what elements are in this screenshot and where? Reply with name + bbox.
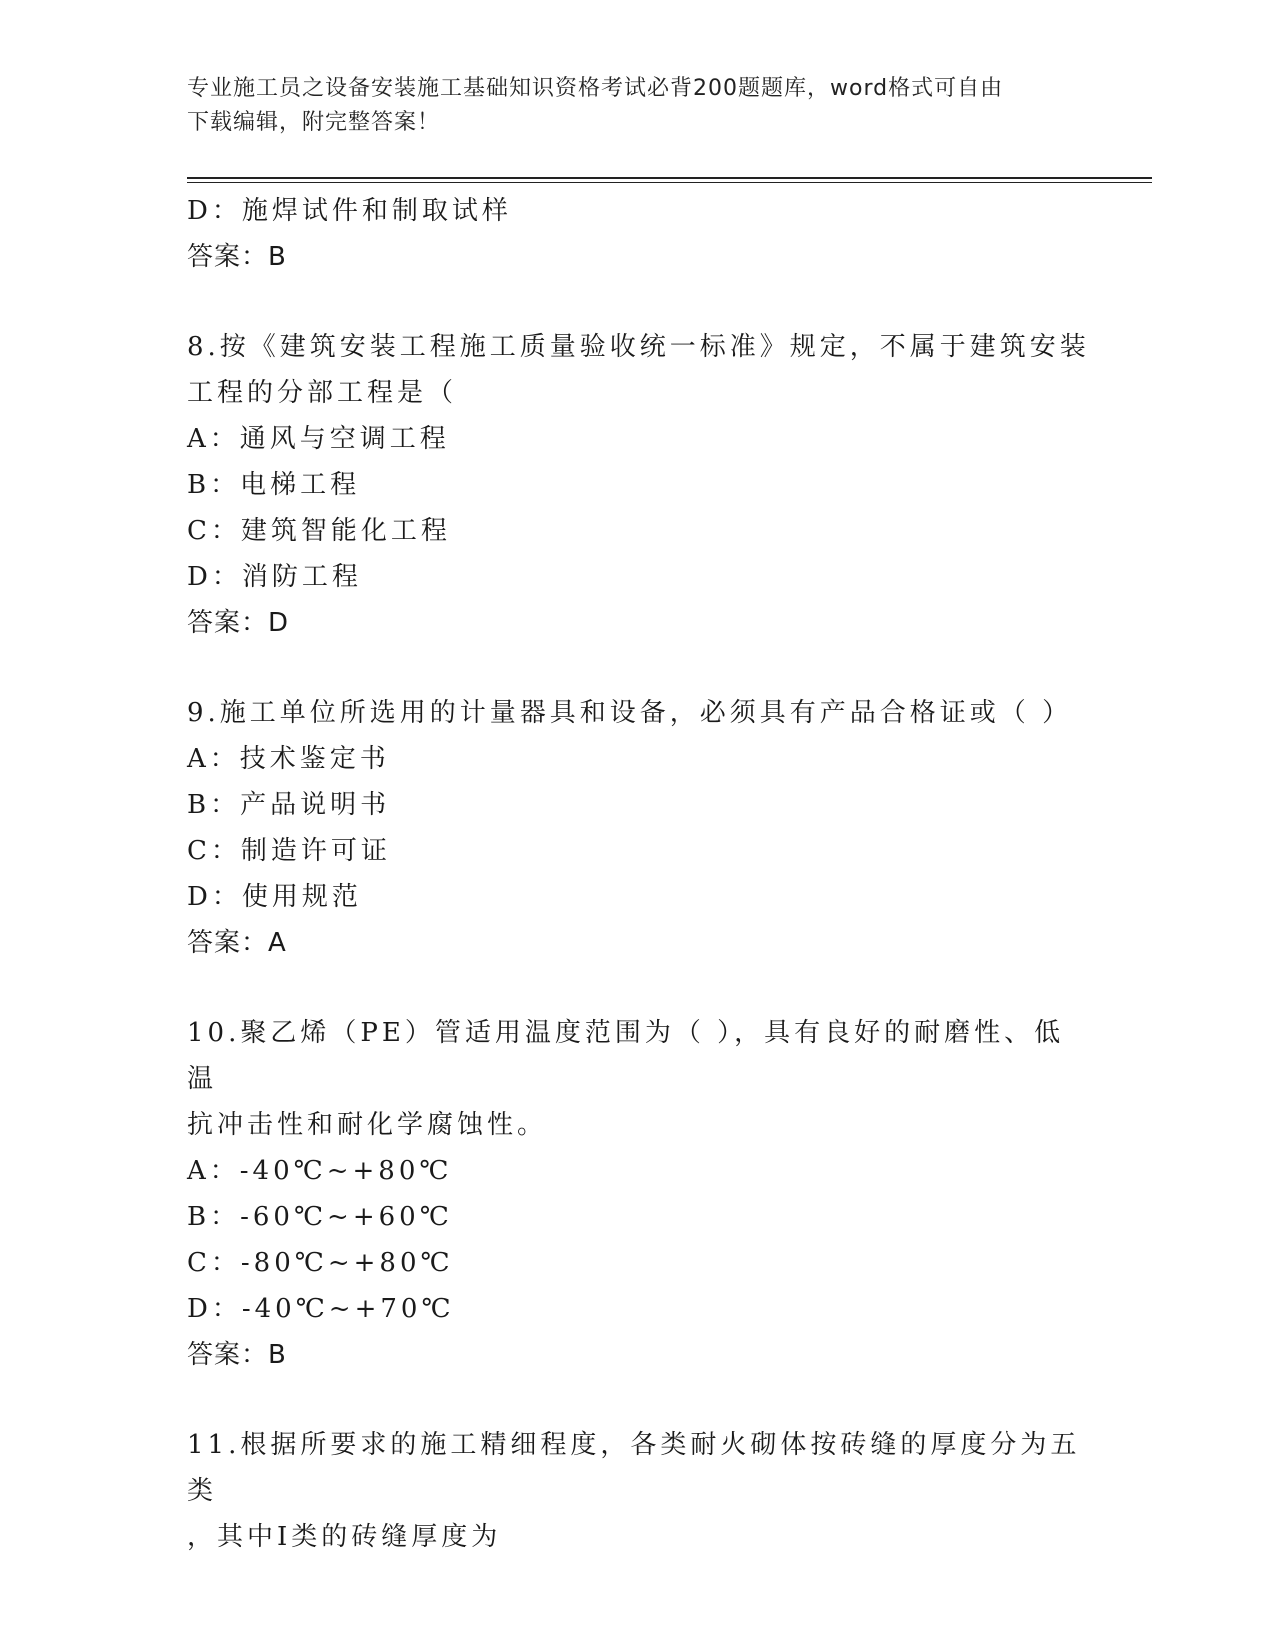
question-text-line-1: 10.聚乙烯（PE）管适用温度范围为（ ），具有良好的耐磨性、低温: [187, 1018, 1065, 1094]
spacer: [187, 1378, 1092, 1422]
option-b: B：产品说明书: [187, 790, 391, 820]
question-8: [187, 324, 1092, 646]
option-a: A：技术鉴定书: [187, 744, 390, 774]
option-c: C：建筑智能化工程: [187, 516, 451, 546]
option-d: D：-40℃~+70℃: [187, 1294, 455, 1324]
spacer: [187, 280, 1092, 324]
question-text-line-2: 抗冲击性和耐化学腐蚀性。: [187, 1110, 548, 1140]
header-line-2: 下载编辑，附完整答案！: [187, 110, 441, 135]
option-d: D：使用规范: [187, 882, 362, 912]
header-divider-thick: [187, 177, 1152, 179]
question-text-line-2: 工程的分部工程是（: [187, 378, 458, 408]
header-line-1: 专业施工员之设备安装施工基础知识资格考试必背200题题库，word格式可自由: [187, 76, 1004, 101]
option-a: A：-40℃~+80℃: [187, 1156, 453, 1186]
option-c: C：-80℃~+80℃: [187, 1248, 454, 1278]
question-10: [187, 1010, 1092, 1378]
question-7-tail: [187, 188, 1092, 280]
option-d: D：消防工程: [187, 562, 362, 592]
option-b: B：-60℃~+60℃: [187, 1202, 453, 1232]
question-text-line-1: 11.根据所要求的施工精细程度，各类耐火砌体按砖缝的厚度分为五类: [187, 1430, 1081, 1506]
question-text-line-1: 8.按《建筑安装工程施工质量验收统一标准》规定，不属于建筑安装: [187, 332, 1090, 362]
document-body: [187, 188, 1092, 1560]
answer: 答案：A: [187, 928, 287, 958]
question-text-line-1: 9.施工单位所选用的计量器具和设备，必须具有产品合格证或（ ）: [187, 698, 1073, 728]
question-9: [187, 690, 1092, 966]
option-d: D：施焊试件和制取试样: [187, 196, 512, 226]
document-header: [187, 72, 1087, 140]
answer: 答案：B: [187, 242, 287, 272]
option-b: B：电梯工程: [187, 470, 361, 500]
answer: 答案：D: [187, 608, 290, 638]
spacer: [187, 966, 1092, 1010]
option-a: A：通风与空调工程: [187, 424, 450, 454]
answer: 答案：B: [187, 1340, 287, 1370]
question-text-line-2: ，其中Ⅰ类的砖缝厚度为: [187, 1522, 502, 1552]
option-c: C：制造许可证: [187, 836, 391, 866]
header-divider-thin: [187, 182, 1152, 183]
spacer: [187, 646, 1092, 690]
question-11: [187, 1422, 1092, 1560]
